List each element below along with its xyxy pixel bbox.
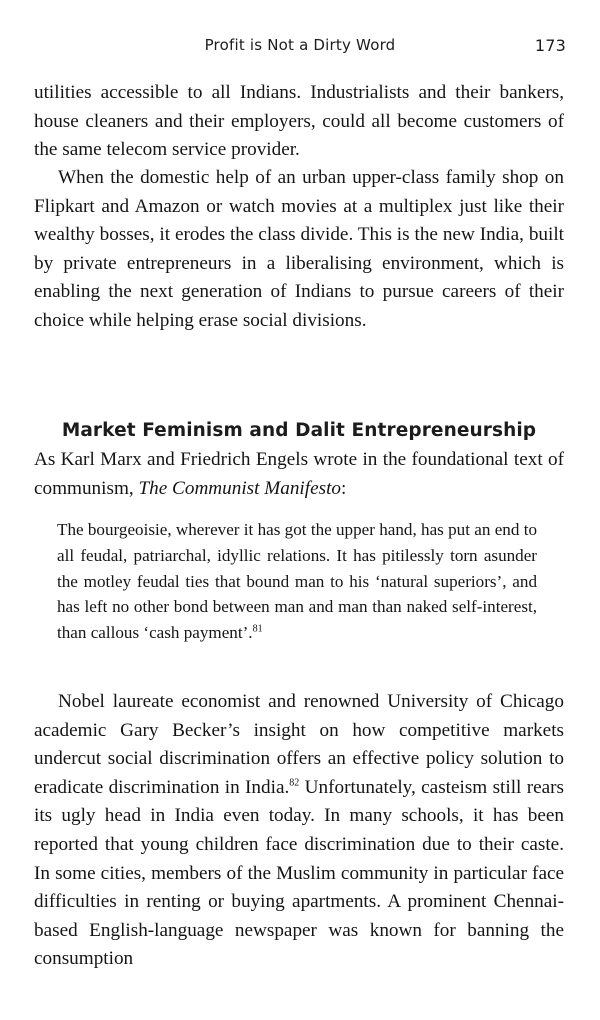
quote-text [57, 517, 537, 646]
quote-body: The bourgeoisie, wherever it has got the upper hand, has put an end to all feudal, patriarchal, idyllic relations. It has pitilessly torn asunder the motley feudal ties that bound man to his ‘natural superiors’, and has left no other bond between man and man than naked self-interest, than callous ‘cash payment’. [57, 520, 537, 643]
footnote-marker: 82 [289, 777, 300, 789]
page-number: 173 [534, 36, 566, 55]
intro-text: As Karl Marx and Friedrich Engels wrote in the foundational text of communism, [34, 449, 564, 499]
paragraph-marx-intro [34, 446, 564, 503]
paragraph-domestic-help [34, 164, 564, 336]
becker-text-after: Unfortunately, casteism still rears its ugly head in India even today. In many schools, it has been reported that young children face discrimination due to their caste. In some cities, members of the Muslim community in particular face difficulties in renting or buying apartments. A prominent Chennai-based English-language newspaper was known for banning the consumption [34, 776, 565, 970]
paragraph-continued [34, 79, 564, 165]
intro-end: : [341, 477, 347, 499]
section-heading: Market Feminism and Dalit Entrepreneurship [61, 420, 537, 442]
becker-text-before: Nobel laureate economist and renowned University of Chicago academic Gary Becker’s insight on how competitive markets undercut social discrimination offers an effective policy solution to eradicate discrimination in India. [34, 691, 564, 798]
running-title: Profit is Not a Dirty Word [204, 36, 396, 54]
block-quote [57, 517, 537, 646]
paragraph-text [34, 446, 564, 503]
book-title: The Communist Manifesto [138, 477, 342, 499]
paragraph-text: When the domestic help of an urban upper-class family shop on Flipkart and Amazon or watch movies at a multiplex just like their wealthy bosses, it erodes the class divide. This is the new India, built by private entrepreneurs in a liberalising environment, which is enabling the next generation of Indians to pursue careers of their choice while helping erase social divisions. [34, 167, 564, 331]
paragraph-text [34, 688, 564, 974]
paragraph-text: utilities accessible to all Indians. Industrialists and their bankers, house cleaners and their employers, could all become customers of the same telecom service provider. [34, 82, 564, 161]
running-header [34, 36, 566, 58]
paragraph-becker [34, 688, 564, 974]
footnote-marker: 81 [252, 623, 263, 635]
